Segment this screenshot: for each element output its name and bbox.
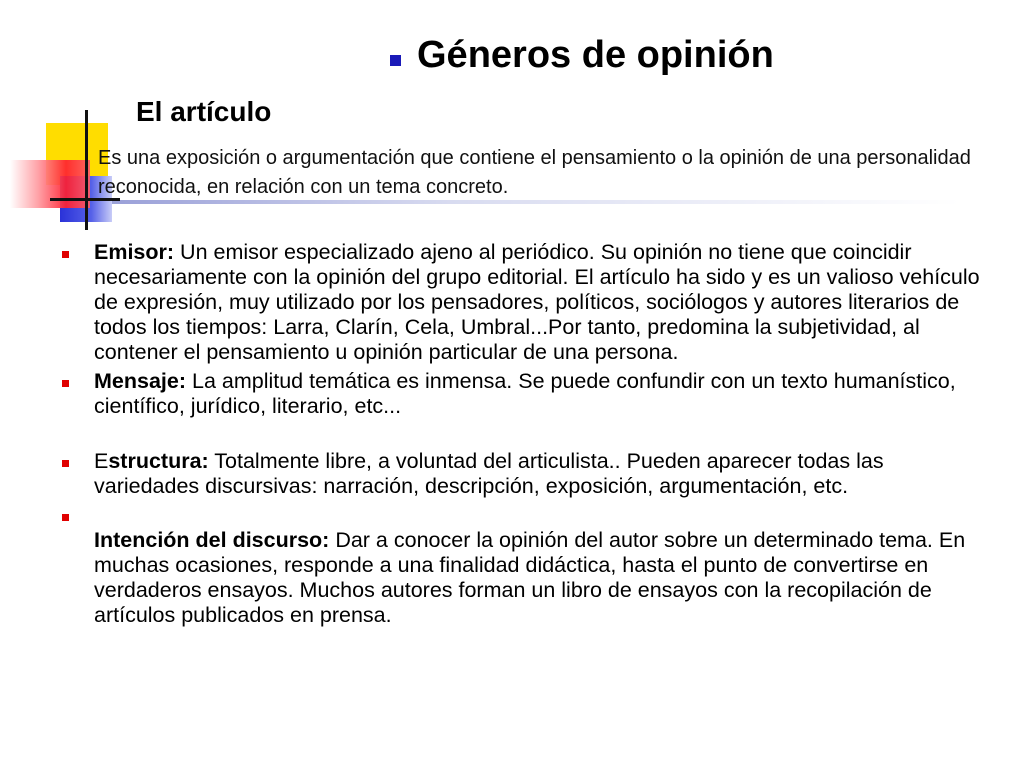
slide-subtitle: El artículo	[136, 96, 272, 127]
feature-list	[62, 240, 982, 628]
list-item-emisor	[62, 240, 982, 365]
list-item-mensaje	[62, 369, 982, 419]
item-heading: Intención del discurso:	[94, 528, 330, 552]
square-bullet-icon	[62, 514, 69, 521]
square-bullet-icon	[62, 460, 69, 467]
list-item-empty	[62, 503, 982, 528]
item-text: Un emisor especializado ajeno al periódico. Su opinión no tiene que coincidir necesariamente con la opinión del grupo editorial. El artículo ha sido y es un valioso vehículo de expresión, muy utilizado por los pensadores, políticos, sociólogos y autores literarios de todos los tiempos: Larra, Clarín, Cela, Umbral...Por tanto, predomina la subjetividad, al contener el pensamiento u opinión particular de una persona.	[94, 240, 980, 364]
item-heading-prefix: E	[94, 449, 109, 473]
title-bullet-icon	[390, 55, 401, 66]
title-row	[390, 34, 774, 77]
item-heading: Emisor:	[94, 240, 175, 264]
item-text: La amplitud temática es inmensa. Se puede confundir con un texto humanístico, científico, jurídico, literario, etc...	[94, 369, 956, 418]
list-item-estructura	[62, 449, 982, 499]
item-heading: structura:	[108, 449, 209, 473]
square-bullet-icon	[62, 380, 69, 387]
slide-title: Géneros de opinión	[417, 34, 774, 76]
intro-paragraph: Es una exposición o argumentación que contiene el pensamiento o la opinión de una personalidad reconocida, en relación con un tema concreto.	[98, 147, 971, 198]
list-item-intencion	[62, 528, 982, 628]
square-bullet-icon	[62, 251, 69, 258]
item-text: Dar a conocer la opinión del autor sobre un determinado tema. En muchas ocasiones, responde a una finalidad didáctica, hasta el punto de convertirse en verdaderos ensayos. Muchos autores forman un libro de ensayos con la recopilación de artículos publicados en prensa.	[94, 528, 966, 627]
item-text: Totalmente libre, a voluntad del articulista.. Pueden aparecer todas las variedades discursivas: narración, descripción, exposición, argumentación, etc.	[94, 449, 884, 498]
decorative-vertical-line	[85, 110, 88, 230]
item-heading: Mensaje:	[94, 369, 187, 393]
